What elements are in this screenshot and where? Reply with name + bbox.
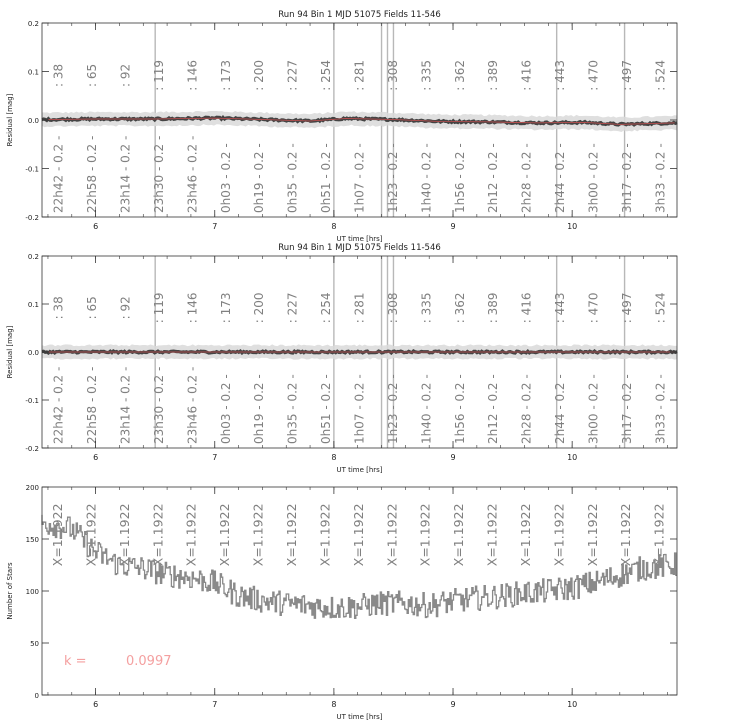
field-number-label: : 227 [285, 292, 300, 324]
field-number-label: : 173 [218, 292, 233, 324]
x-axis-label: UT time [hrs] [336, 235, 383, 243]
field-time-label: 0h19 - 0.2 - [252, 143, 267, 213]
x-axis-label: UT time [hrs] [336, 713, 383, 721]
field-time-label: 1h40 - 0.2 - [419, 143, 434, 213]
field-number-label: : 227 [285, 59, 300, 91]
airmass-label: X=1.1922 [50, 503, 66, 567]
k-value: 0.0997 [126, 654, 172, 669]
field-time-label: 22h42 - 0.2 - [51, 135, 66, 213]
x-tick-label: 10 [567, 700, 578, 709]
field-time-label: 1h56 - 0.2 - [452, 143, 467, 213]
field-time-label: 2h28 - 0.2 - [519, 143, 534, 213]
field-time-label: 3h17 - 0.2 - [619, 143, 634, 213]
field-number-label: : 524 [653, 292, 668, 324]
x-tick-label: 8 [331, 700, 337, 709]
field-number-label: : 524 [653, 59, 668, 91]
field-number-label: : 497 [619, 292, 634, 324]
chart-title: Run 94 Bin 1 MJD 51075 Fields 11-546 [278, 10, 441, 20]
panel-1 [6, 10, 677, 243]
field-number-label: : 173 [218, 59, 233, 91]
airmass-label: X=1.1922 [350, 503, 366, 567]
y-tick-label: 0 [34, 692, 39, 700]
y-tick-label: 0.1 [27, 68, 39, 77]
field-time-label: 2h28 - 0.2 - [519, 374, 534, 444]
field-time-label: 3h00 - 0.2 - [586, 374, 601, 444]
field-number-label: : 119 [151, 59, 166, 91]
airmass-label: X=1.1922 [183, 503, 199, 567]
field-number-label: : 65 [85, 63, 100, 87]
field-time-label: 23h46 - 0.2 - [185, 366, 200, 444]
field-number-label: : 416 [519, 59, 534, 91]
airmass-label: X=1.1922 [116, 503, 132, 567]
field-time-label: 2h44 - 0.2 - [553, 374, 568, 444]
airmass-label: X=1.1922 [651, 503, 667, 567]
x-tick-label: 7 [212, 222, 218, 231]
airmass-label: X=1.1922 [517, 503, 533, 567]
field-time-label: 2h44 - 0.2 - [553, 143, 568, 213]
y-tick-label: 0.2 [27, 253, 39, 261]
field-time-label: 23h46 - 0.2 - [185, 135, 200, 213]
airmass-label: X=1.1922 [284, 503, 299, 567]
airmass-label: X=1.1922 [317, 503, 333, 567]
field-number-label: : 497 [619, 59, 634, 91]
field-number-label: : 362 [452, 59, 467, 91]
field-number-label: : 92 [118, 296, 133, 320]
panel-3 [6, 484, 677, 721]
field-number-label: : 254 [319, 59, 334, 91]
field-time-label: 0h35 - 0.2 - [285, 143, 300, 213]
panel-2 [6, 243, 677, 474]
field-number-label: : 308 [385, 292, 400, 324]
field-time-label: 1h23 - 0.2 - [385, 374, 400, 444]
field-time-label: 0h51 - 0.2 - [319, 374, 334, 444]
airmass-label: X=1.1922 [484, 503, 500, 567]
field-number-label: : 146 [185, 292, 200, 324]
field-number-label: : 254 [319, 292, 334, 324]
airmass-label: X=1.1922 [417, 503, 433, 567]
y-tick-label: 50 [30, 640, 39, 648]
y-axis-label: Number of Stars [6, 562, 14, 620]
field-number-label: : 416 [519, 292, 534, 324]
field-number-label: : 281 [352, 292, 367, 324]
airmass-label: X=1.1922 [451, 503, 467, 567]
field-time-label: 0h35 - 0.2 - [285, 374, 300, 444]
y-tick-label: 200 [25, 484, 39, 492]
x-tick-label: 6 [93, 222, 99, 231]
field-number-label: : 335 [419, 59, 434, 91]
field-time-label: 23h14 - 0.2 - [118, 135, 133, 213]
field-time-label: 23h30 - 0.2 - [151, 366, 166, 444]
chart-title: Run 94 Bin 1 MJD 51075 Fields 11-546 [278, 243, 441, 253]
x-axis-label: UT time [hrs] [336, 466, 383, 474]
field-time-label: 3h17 - 0.2 - [619, 374, 634, 444]
field-time-label: 3h33 - 0.2 - [653, 143, 668, 213]
field-time-label: 3h00 - 0.2 - [586, 143, 601, 213]
field-number-label: : 119 [151, 292, 166, 324]
x-tick-label: 9 [450, 453, 456, 462]
field-time-label: 23h30 - 0.2 - [151, 135, 166, 213]
y-tick-label: 0.0 [27, 349, 39, 357]
field-time-label: 22h42 - 0.2 - [51, 366, 66, 444]
field-time-label: 0h03 - 0.2 - [218, 374, 233, 444]
airmass-label: X=1.1922 [150, 503, 166, 567]
field-time-label: 22h58 - 0.2 - [85, 366, 100, 444]
y-tick-label: 0.2 [27, 20, 39, 28]
field-time-label: 1h40 - 0.2 - [419, 374, 434, 444]
field-number-label: : 38 [51, 63, 66, 87]
y-tick-label: -0.2 [25, 445, 39, 453]
field-number-label: : 200 [252, 59, 267, 91]
field-number-label: : 362 [452, 292, 467, 324]
field-number-label: : 200 [252, 292, 267, 324]
y-axis-label: Residual [mag] [6, 93, 14, 147]
field-number-label: : 146 [185, 59, 200, 91]
y-tick-label: 0.0 [27, 117, 39, 125]
x-tick-label: 6 [93, 453, 99, 462]
y-tick-label: -0.2 [25, 214, 39, 222]
field-number-label: : 443 [553, 292, 568, 324]
airmass-label: X=1.1922 [618, 503, 634, 567]
x-tick-label: 10 [567, 453, 578, 462]
field-time-label: 23h14 - 0.2 - [118, 366, 133, 444]
x-tick-label: 7 [212, 700, 218, 709]
field-number-label: : 470 [586, 59, 601, 91]
field-number-label: : 65 [85, 296, 100, 320]
y-tick-label: 100 [25, 588, 39, 596]
field-number-label: : 443 [553, 59, 568, 91]
field-time-label: 1h07 - 0.2 - [352, 374, 367, 444]
field-time-label: 22h58 - 0.2 - [85, 135, 100, 213]
x-tick-label: 8 [331, 222, 337, 231]
x-tick-label: 9 [450, 222, 456, 231]
field-time-label: 2h12 - 0.2 - [486, 374, 501, 444]
airmass-label: X=1.1922 [584, 503, 600, 567]
field-time-label: 2h12 - 0.2 - [486, 143, 501, 213]
airmass-label: X=1.1922 [250, 503, 266, 567]
field-number-label: : 470 [586, 292, 601, 324]
field-time-label: 1h23 - 0.2 - [385, 143, 400, 213]
field-time-label: 0h03 - 0.2 - [218, 143, 233, 213]
field-number-label: : 389 [486, 292, 501, 324]
x-tick-label: 8 [331, 453, 337, 462]
airmass-label: X=1.1922 [83, 503, 99, 567]
airmass-label: X=1.1922 [551, 503, 567, 567]
airmass-label: X=1.1922 [384, 503, 400, 567]
field-time-label: 0h51 - 0.2 - [319, 143, 334, 213]
field-number-label: : 389 [486, 59, 501, 91]
y-tick-label: -0.1 [25, 397, 39, 405]
k-label: k = [64, 654, 87, 669]
x-tick-label: 6 [93, 700, 99, 709]
field-number-label: : 308 [385, 59, 400, 91]
x-tick-label: 9 [450, 700, 456, 709]
field-time-label: 3h33 - 0.2 - [653, 374, 668, 444]
y-tick-label: 0.1 [27, 301, 39, 309]
field-number-label: : 38 [51, 296, 66, 320]
field-time-label: 1h07 - 0.2 - [352, 143, 367, 213]
field-number-label: : 335 [419, 292, 434, 324]
x-tick-label: 10 [567, 222, 578, 231]
field-number-label: : 92 [118, 63, 133, 87]
y-tick-label: 150 [25, 536, 39, 544]
y-axis-label: Residual [mag] [6, 325, 14, 379]
airmass-label: X=1.1922 [217, 503, 233, 567]
y-tick-label: -0.1 [25, 165, 39, 174]
x-tick-label: 7 [212, 453, 218, 462]
field-number-label: : 281 [352, 59, 367, 91]
field-time-label: 1h56 - 0.2 - [452, 374, 467, 444]
field-time-label: 0h19 - 0.2 - [252, 374, 267, 444]
